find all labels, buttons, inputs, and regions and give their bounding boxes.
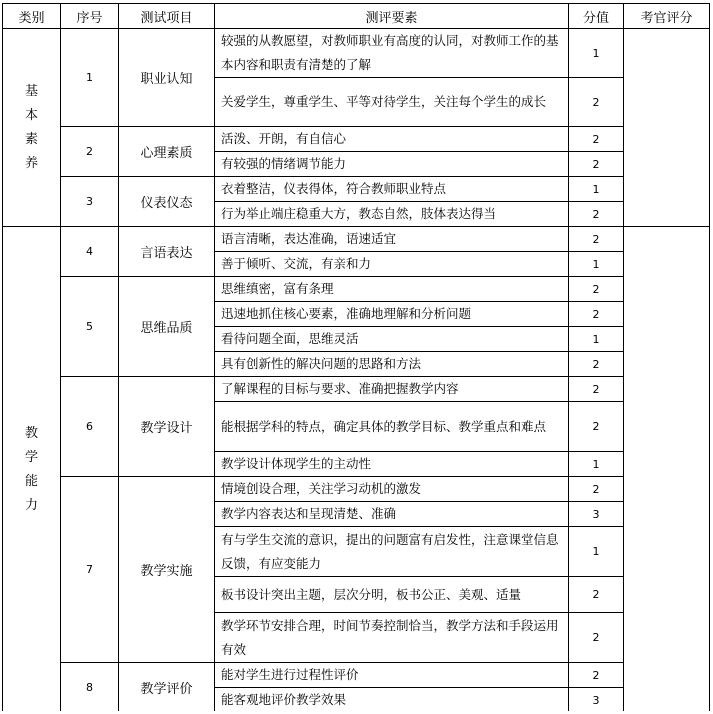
item-name: 教学实施 bbox=[119, 477, 215, 663]
criterion-score: 2 bbox=[569, 227, 624, 252]
criterion-score: 3 bbox=[569, 688, 624, 713]
criterion-text: 了解课程的目标与要求、准确把握教学内容 bbox=[215, 377, 569, 402]
criterion-score: 2 bbox=[569, 127, 624, 152]
criterion-text: 教学内容表达和呈现清楚、准确 bbox=[215, 502, 569, 527]
criterion-text: 能客观地评价教学效果 bbox=[215, 688, 569, 713]
criterion-score: 2 bbox=[569, 277, 624, 302]
criterion-text: 关爱学生，尊重学生、平等对待学生，关注每个学生的成长 bbox=[215, 78, 569, 127]
category-label: 基本素养 bbox=[24, 83, 38, 171]
criterion-score: 2 bbox=[569, 352, 624, 377]
criterion-score: 1 bbox=[569, 29, 624, 78]
criterion-score: 2 bbox=[569, 613, 624, 663]
criterion-score: 1 bbox=[569, 327, 624, 352]
header-score: 分值 bbox=[569, 4, 624, 29]
criterion-score: 1 bbox=[569, 452, 624, 477]
table-row bbox=[3, 477, 710, 502]
item-name: 教学设计 bbox=[119, 377, 215, 477]
criterion-text: 能对学生进行过程性评价 bbox=[215, 663, 569, 688]
criterion-text: 教学设计体现学生的主动性 bbox=[215, 452, 569, 477]
criterion-score: 2 bbox=[569, 152, 624, 177]
item-number: 1 bbox=[61, 29, 119, 127]
table-row bbox=[3, 127, 710, 152]
table-row bbox=[3, 177, 710, 202]
criterion-text: 具有创新性的解决问题的思路和方法 bbox=[215, 352, 569, 377]
table-row bbox=[3, 29, 710, 78]
criterion-score: 2 bbox=[569, 477, 624, 502]
item-name: 思维品质 bbox=[119, 277, 215, 377]
criterion-text: 情境创设合理，关注学习动机的激发 bbox=[215, 477, 569, 502]
item-name: 言语表达 bbox=[119, 227, 215, 277]
header-row bbox=[3, 4, 710, 29]
criterion-score: 2 bbox=[569, 302, 624, 327]
header-number: 序号 bbox=[61, 4, 119, 29]
item-number: 5 bbox=[61, 277, 119, 377]
criterion-score: 2 bbox=[569, 78, 624, 127]
criterion-text: 活泼、开朗，有自信心 bbox=[215, 127, 569, 152]
criterion-text: 迅速地抓住核心要素，准确地理解和分析问题 bbox=[215, 302, 569, 327]
criterion-text: 行为举止端庄稳重大方，教态自然，肢体表达得当 bbox=[215, 202, 569, 227]
category-label: 教学能力 bbox=[24, 425, 38, 513]
criterion-score: 1 bbox=[569, 527, 624, 577]
category-cell bbox=[3, 29, 61, 227]
table-row bbox=[3, 663, 710, 688]
criterion-score: 2 bbox=[569, 663, 624, 688]
criterion-score: 3 bbox=[569, 502, 624, 527]
category-cell bbox=[3, 227, 61, 713]
item-number: 2 bbox=[61, 127, 119, 177]
criterion-text: 较强的从教愿望，对教师职业有高度的认同，对教师工作的基本内容和职责有清楚的了解 bbox=[215, 29, 569, 78]
criterion-text: 衣着整洁，仪表得体，符合教师职业特点 bbox=[215, 177, 569, 202]
item-number: 4 bbox=[61, 227, 119, 277]
item-name: 仪表仪态 bbox=[119, 177, 215, 227]
criterion-text: 能根据学科的特点，确定具体的教学目标、教学重点和难点 bbox=[215, 402, 569, 452]
criterion-score: 2 bbox=[569, 577, 624, 613]
criterion-text: 语言清晰，表达准确，语速适宜 bbox=[215, 227, 569, 252]
criterion-text: 看待问题全面，思维灵活 bbox=[215, 327, 569, 352]
examiner-score-cell[interactable] bbox=[624, 227, 710, 713]
item-name: 职业认知 bbox=[119, 29, 215, 127]
rubric-table bbox=[2, 3, 710, 713]
table-row bbox=[3, 377, 710, 402]
item-number: 7 bbox=[61, 477, 119, 663]
criterion-text: 有较强的情绪调节能力 bbox=[215, 152, 569, 177]
item-name: 心理素质 bbox=[119, 127, 215, 177]
item-number: 6 bbox=[61, 377, 119, 477]
item-number: 3 bbox=[61, 177, 119, 227]
table-row bbox=[3, 277, 710, 302]
criterion-text: 思维缜密，富有条理 bbox=[215, 277, 569, 302]
criterion-score: 1 bbox=[569, 252, 624, 277]
table-row bbox=[3, 227, 710, 252]
item-name: 教学评价 bbox=[119, 663, 215, 713]
item-number: 8 bbox=[61, 663, 119, 713]
header-category: 类别 bbox=[3, 4, 61, 29]
examiner-score-cell[interactable] bbox=[624, 29, 710, 227]
header-item: 测试项目 bbox=[119, 4, 215, 29]
header-requirements: 测评要素 bbox=[215, 4, 569, 29]
criterion-score: 2 bbox=[569, 202, 624, 227]
header-examiner-score: 考官评分 bbox=[624, 4, 710, 29]
criterion-score: 2 bbox=[569, 377, 624, 402]
criterion-text: 板书设计突出主题，层次分明，板书公正、美观、适量 bbox=[215, 577, 569, 613]
criterion-score: 1 bbox=[569, 177, 624, 202]
criterion-score: 2 bbox=[569, 402, 624, 452]
criterion-text: 有与学生交流的意识，提出的问题富有启发性，注意课堂信息反馈，有应变能力 bbox=[215, 527, 569, 577]
criterion-text: 善于倾听、交流，有亲和力 bbox=[215, 252, 569, 277]
criterion-text: 教学环节安排合理，时间节奏控制恰当，教学方法和手段运用有效 bbox=[215, 613, 569, 663]
